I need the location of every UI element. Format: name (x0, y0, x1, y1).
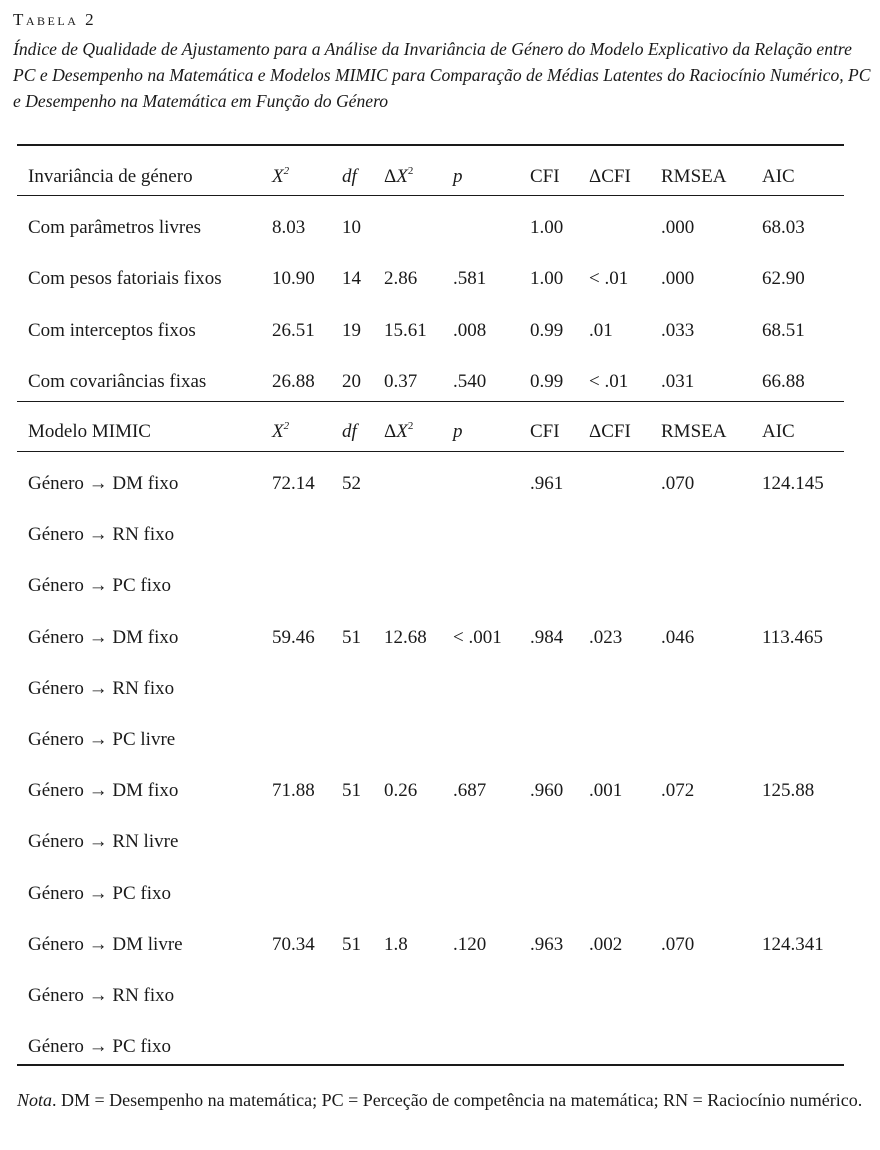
header-aic: AIC (762, 421, 795, 442)
cell-dcfi: .023 (589, 626, 623, 648)
cell-df: 51 (342, 933, 361, 955)
table-row (0, 208, 880, 248)
cell-x2: 70.34 (272, 933, 315, 955)
table-row (0, 362, 880, 402)
header-rule-1 (17, 195, 844, 196)
cell-cfi: 1.00 (530, 217, 564, 238)
cell-cfi: 1.00 (530, 268, 564, 290)
cell-df: 51 (342, 626, 361, 648)
cell-p: .687 (453, 780, 487, 802)
cell-cfi: .984 (530, 626, 564, 648)
table-row (0, 464, 880, 504)
cell-label: Género → PC fixo (28, 882, 172, 904)
header-rule-2 (17, 451, 844, 452)
cell-df: 51 (342, 780, 361, 802)
cell-label: Com pesos fatoriais fixos (28, 268, 222, 290)
cell-rmsea: .000 (661, 268, 695, 290)
table-row (0, 720, 880, 760)
header-p: p (453, 166, 463, 187)
cell-label: Género → DM fixo (28, 473, 179, 494)
header-aic: AIC (762, 166, 795, 187)
header-delta-x2: $\Delta X^2$ (384, 165, 414, 187)
table-row (0, 822, 880, 862)
header-rmsea: RMSEA (661, 421, 727, 442)
header-cfi: CFI (530, 421, 560, 442)
cell-rmsea: .031 (661, 370, 695, 392)
cell-label: Género → PC fixo (28, 575, 172, 597)
header-row-mimic (0, 412, 880, 452)
cell-rmsea: .072 (661, 780, 695, 802)
header-delta-x2: $\Delta X^2$ (384, 420, 414, 442)
cell-aic: 68.03 (762, 217, 805, 238)
cell-dx2: 15.61 (384, 319, 427, 341)
cell-cfi: .961 (530, 473, 564, 494)
cell-df: 10 (342, 217, 361, 238)
header-cfi: CFI (530, 166, 560, 187)
cell-label: Género → RN livre (28, 831, 179, 853)
table-row (0, 669, 880, 709)
table-row (0, 259, 880, 299)
cell-x2: 59.46 (272, 626, 315, 648)
cell-dcfi: .001 (589, 780, 623, 802)
cell-df: 19 (342, 319, 361, 341)
table-row (0, 311, 880, 351)
table-row (0, 1027, 880, 1067)
cell-rmsea: .000 (661, 217, 695, 238)
table-caption: Índice de Qualidade de Ajustamento para a Análise da Invariância de Género do Modelo Explicativo da Relação entre PC e Desempenho na Matemática e Modelos MIMIC para Comparação de Médias Latentes do Raciocínio Numérico, PC e Desempenho na Matemática em Função do Género (13, 39, 871, 111)
cell-aic: 124.341 (762, 933, 824, 955)
cell-label: Género → RN fixo (28, 677, 175, 699)
header-delta-cfi: ΔCFI (589, 421, 631, 442)
cell-label: Com parâmetros livres (28, 217, 202, 238)
cell-x2: 72.14 (272, 473, 315, 494)
cell-p: .581 (453, 268, 487, 290)
cell-label: Género → RN fixo (28, 985, 175, 1006)
header-x2: $X^2$ (272, 420, 290, 442)
cell-df: 14 (342, 268, 361, 290)
header-p: p (453, 421, 463, 442)
cell-p: .120 (453, 933, 487, 955)
cell-cfi: 0.99 (530, 370, 564, 392)
cell-aic: 68.51 (762, 319, 805, 341)
table-row (0, 874, 880, 914)
cell-cfi: 0.99 (530, 319, 564, 341)
cell-aic: 125.88 (762, 780, 815, 802)
cell-x2: 26.88 (272, 370, 315, 392)
cell-aic: 113.465 (762, 626, 824, 648)
cell-rmsea: .033 (661, 319, 695, 341)
cell-dcfi: < .01 (589, 268, 629, 290)
cell-label: Com covariâncias fixas (28, 370, 207, 392)
cell-dcfi: .01 (589, 319, 613, 341)
cell-p: .540 (453, 370, 487, 392)
header-df: df (342, 421, 357, 442)
header-delta-cfi: ΔCFI (589, 166, 631, 187)
cell-x2: 26.51 (272, 319, 315, 341)
cell-label: Género → DM fixo (28, 626, 179, 648)
section-rule (17, 401, 844, 402)
table-row (0, 925, 880, 965)
header-row-invariance (0, 157, 880, 197)
cell-rmsea: .046 (661, 626, 695, 648)
header-label: Modelo MIMIC (28, 421, 151, 442)
table-row (0, 771, 880, 811)
table-label: Tabela 2 (13, 10, 97, 29)
cell-p: .008 (453, 319, 487, 341)
cell-dx2: 1.8 (384, 933, 408, 955)
cell-dcfi: .002 (589, 933, 623, 955)
table-row (0, 976, 880, 1016)
cell-rmsea: .070 (661, 933, 695, 955)
header-label: Invariância de género (28, 166, 193, 187)
cell-dcfi: < .01 (589, 370, 629, 392)
cell-label: Género → PC fixo (28, 1036, 172, 1058)
table-row (0, 566, 880, 606)
header-x2: $X^2$ (272, 165, 290, 187)
cell-dx2: 12.68 (384, 626, 427, 648)
cell-cfi: .963 (530, 933, 564, 955)
cell-dx2: 2.86 (384, 268, 418, 290)
cell-label: Género → DM fixo (28, 780, 179, 802)
cell-dx2: 0.37 (384, 370, 418, 392)
cell-label: Com interceptos fixos (28, 319, 196, 341)
table-row (0, 515, 880, 555)
cell-x2: 10.90 (272, 268, 315, 290)
bottom-rule (17, 1064, 844, 1066)
top-rule (17, 144, 844, 146)
cell-p: < .001 (453, 626, 502, 648)
cell-cfi: .960 (530, 780, 564, 802)
cell-label: Género → RN fixo (28, 524, 175, 546)
cell-rmsea: .070 (661, 473, 695, 494)
cell-aic: 124.145 (762, 473, 824, 494)
table-row (0, 618, 880, 658)
cell-df: 20 (342, 370, 361, 392)
header-df: df (342, 166, 357, 187)
table-note: Nota. DM = Desempenho na matemática; PC = Perceção de competência na matemática; RN = Raciocínio numérico. (17, 1090, 863, 1110)
header-rmsea: RMSEA (661, 166, 727, 187)
cell-label: Género → DM livre (28, 933, 183, 955)
cell-dx2: 0.26 (384, 780, 418, 802)
cell-x2: 8.03 (272, 217, 306, 238)
cell-x2: 71.88 (272, 780, 315, 802)
cell-label: Género → PC livre (28, 729, 176, 750)
cell-df: 52 (342, 473, 361, 494)
cell-aic: 62.90 (762, 268, 805, 290)
cell-aic: 66.88 (762, 370, 805, 392)
